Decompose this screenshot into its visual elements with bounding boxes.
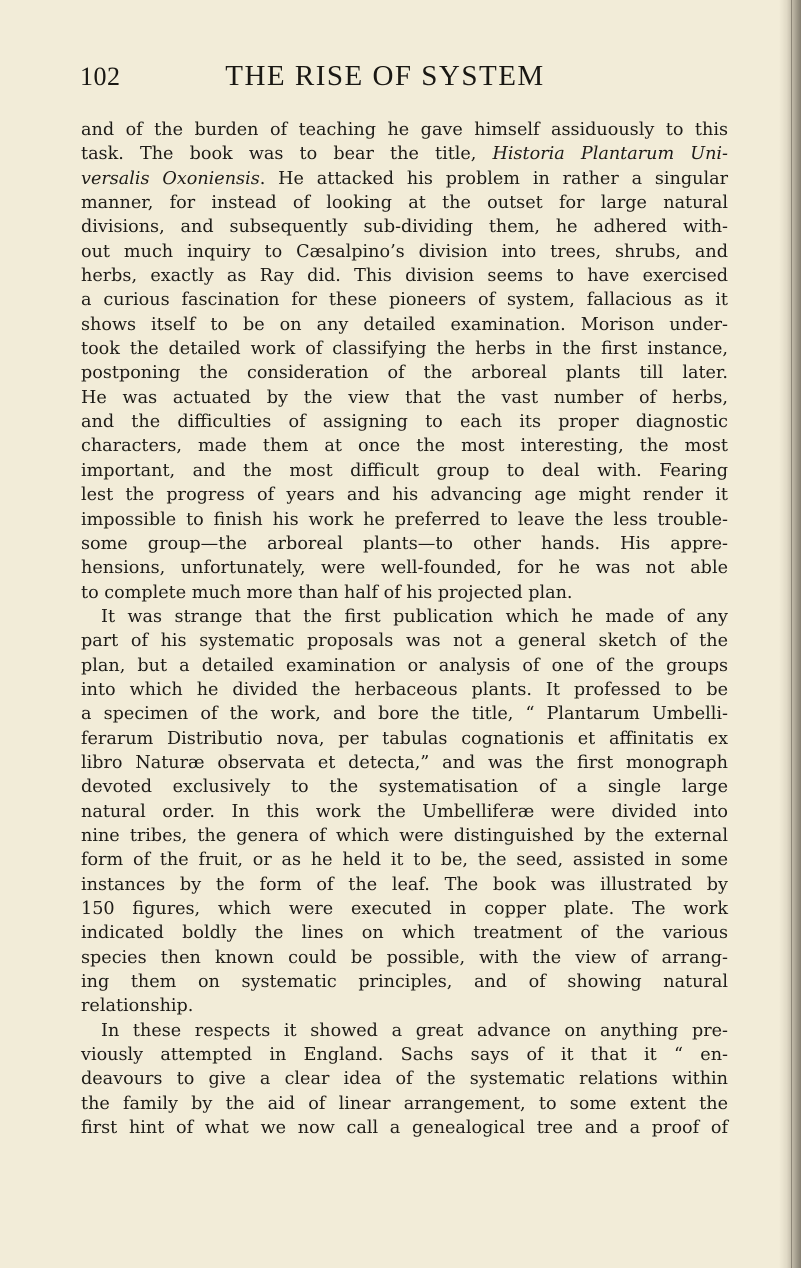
paragraph-3 (81, 1019, 728, 1141)
text-line: out much inquiry to Cæsalpino’s division into trees, shrubs, and (81, 241, 728, 262)
text-line: natural order. In this work the Umbelliferæ were divided into (81, 801, 728, 822)
text-line: relationship. (81, 996, 194, 1017)
text-line: It was strange that the first publication which he made of any (101, 606, 728, 627)
text-line-title (81, 142, 728, 166)
page-header (80, 60, 730, 100)
text-line: plan, but a detailed examination or analysis of one of the groups (81, 655, 728, 676)
text-line: impossible to finish his work he preferred to leave the less trouble- (81, 509, 728, 530)
text-line: He was actuated by the view that the vast number of herbs, (81, 387, 728, 408)
text-line: 150 figures, which were executed in copper plate. The work (81, 899, 728, 919)
book-title-italic-cont: versalis Oxoniensis (81, 168, 260, 189)
text-line: hensions, unfortunately, were well-founded, for he was not able (81, 558, 728, 579)
text-line: first hint of what we now call a genealogical tree and a proof of (81, 1118, 728, 1139)
text-line: nine tribes, the genera of which were distinguished by the external (81, 825, 728, 846)
text-line: viously attempted in England. Sachs says of it that it “ en- (81, 1045, 728, 1066)
text-line: divisions, and subsequently sub-dividing them, he adhered with- (81, 217, 728, 238)
text-line: the family by the aid of linear arrangement, to some extent the (81, 1093, 728, 1114)
text-line: species then known could be possible, with the view of arrang- (81, 947, 728, 968)
body-text (81, 118, 728, 1140)
text-line: manner, for instead of looking at the outset for large natural (81, 193, 728, 214)
text-line: into which he divided the herbaceous plants. It professed to be (81, 679, 728, 700)
text-line: shows itself to be on any detailed examination. Morison under- (81, 314, 728, 335)
text-line: instances by the form of the leaf. The book was illustrated by (81, 874, 728, 895)
page-number: 102 (80, 62, 121, 91)
text-line: form of the fruit, or as he held it to be, the seed, assisted in some (81, 850, 728, 871)
text-line: herbs, exactly as Ray did. This division seems to have exercised (81, 266, 728, 287)
book-title-italic: Historia Plantarum Uni- (492, 144, 729, 165)
text-line: and of the burden of teaching he gave himself assiduously to this (81, 120, 728, 140)
text-line: ferarum Distributio nova, per tabulas cognationis et affinitatis ex (81, 728, 728, 749)
text-line: and the difficulties of assigning to each its proper diagnostic (81, 412, 728, 433)
text-fragment: He attacked his problem in rather a singular (278, 168, 729, 189)
text-line: some group—the arboreal plants—to other hands. His appre- (81, 533, 728, 554)
text-line: took the detailed work of classifying the herbs in the first instance, (81, 339, 728, 360)
text-line: lest the progress of years and his advancing age might render it (81, 485, 728, 506)
text-line-title-cont: versalis Oxoniensis. He attacked his problem in rather a singular (81, 168, 729, 189)
text-fragment: task. The book was to bear the title, (81, 144, 493, 165)
text-line: a specimen of the work, and bore the title, “ Plantarum Umbelli- (81, 704, 728, 725)
text-line: important, and the most difficult group to deal with. Fearing (81, 460, 728, 481)
text-line: deavours to give a clear idea of the systematic relations within (81, 1069, 728, 1090)
text-line: to complete much more than half of his projected plan. (81, 582, 573, 603)
text-line: part of his systematic proposals was not a general sketch of the (81, 631, 728, 652)
text-line: postponing the consideration of the arboreal plants till later. (81, 363, 728, 384)
text-line: In these respects it showed a great advance on anything pre- (101, 1020, 728, 1041)
text-line: characters, made them at once the most interesting, the most (81, 436, 728, 457)
page-edge-line (791, 0, 792, 1268)
text-line: indicated boldly the lines on which treatment of the various (81, 923, 728, 944)
text-line: libro Naturæ observata et detecta,” and was the first monograph (81, 752, 728, 773)
text-line: ing them on systematic principles, and of showing natural (81, 972, 728, 993)
text-line: devoted exclusively to the systematisation of a single large (81, 777, 728, 798)
text-line: a curious fascination for these pioneers of system, fallacious as it (81, 290, 728, 311)
paragraph-2 (81, 605, 728, 1019)
running-head: THE RISE OF SYSTEM (225, 60, 545, 92)
paragraph-1 (81, 118, 728, 605)
page-edge-shadow (779, 0, 801, 1268)
